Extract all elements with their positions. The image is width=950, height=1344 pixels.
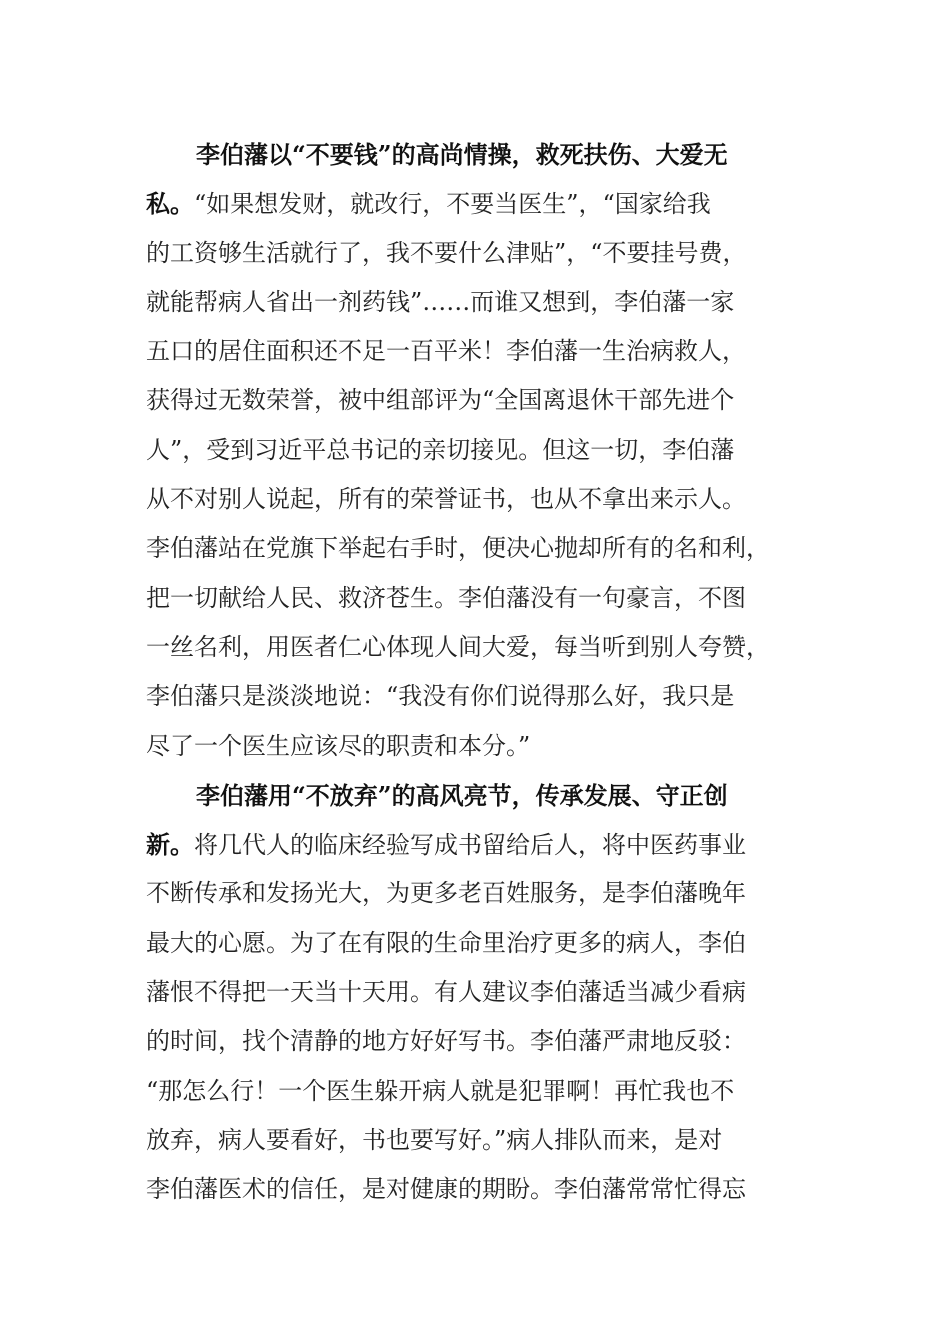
line-text: 放弃，病人要看好，书也要写好。”病人排队而来，是对 [146, 1125, 723, 1154]
line-text: “那怎么行！一个医生躲开病人就是犯罪啊！再忙我也不 [146, 1076, 735, 1105]
paragraph-2-line-6 [146, 1017, 796, 1066]
line-text: 最大的心愿。为了在有限的生命里治疗更多的病人，李伯 [146, 928, 746, 957]
paragraph-1-line-6 [146, 376, 796, 425]
paragraph-1-line-13 [146, 722, 796, 771]
paragraph-2-line-4 [146, 919, 796, 968]
paragraph-1-line-10 [146, 574, 796, 623]
line-text: 一丝名利，用医者仁心体现人间大爱，每当听到别人夸赞， [146, 632, 770, 661]
line-text: 的时间，找个清静的地方好好写书。李伯藩严肃地反驳： [146, 1027, 746, 1056]
paragraph-2-line-1 [146, 771, 796, 820]
line-text: 李伯藩只是淡淡地说：“我没有你们说得那么好，我只是 [146, 682, 735, 711]
paragraph-1-line-8 [146, 475, 796, 524]
bold-heading: 私。 [146, 189, 194, 219]
paragraph-2-line-9 [146, 1165, 796, 1214]
paragraph-1-line-4 [146, 278, 796, 327]
bold-heading: 李伯藩用“不放弃”的高风亮节，传承发展、守正创 [196, 780, 728, 810]
line-text: 藩恨不得把一天当十天用。有人建议李伯藩适当减少看病 [146, 978, 746, 1007]
line-text: 五口的居住面积还不足一百平米！李伯藩一生治病救人， [146, 337, 746, 366]
line-text: 从不对别人说起，所有的荣誉证书，也从不拿出来示人。 [146, 485, 746, 514]
paragraph-2-line-3 [146, 869, 796, 918]
paragraph-1-line-1 [146, 130, 796, 179]
line-text: 就能帮病人省出一剂药钱”……而谁又想到，李伯藩一家 [146, 287, 735, 316]
line-text: 的工资够生活就行了，我不要什么津贴”，“不要挂号费， [146, 238, 747, 267]
paragraph-1-line-2 [146, 179, 796, 228]
paragraph-2-line-5 [146, 968, 796, 1017]
paragraph-1-line-11 [146, 623, 796, 672]
paragraph-1-line-9 [146, 524, 796, 573]
document-body [146, 130, 796, 1215]
line-text: 将几代人的临床经验写成书留给后人，将中医药事业 [194, 831, 746, 860]
paragraph-1-line-3 [146, 229, 796, 278]
bold-heading: 新。 [146, 830, 194, 860]
paragraph-1-line-12 [146, 672, 796, 721]
line-text: 把一切献给人民、救济苍生。李伯藩没有一句豪言，不图 [146, 583, 746, 612]
line-text: 李伯藩医术的信任，是对健康的期盼。李伯藩常常忙得忘 [146, 1175, 746, 1204]
line-text: 人”，受到习近平总书记的亲切接见。但这一切，李伯藩 [146, 435, 735, 464]
bold-heading: 李伯藩以“不要钱”的高尚情操，救死扶伤、大爱无 [196, 140, 728, 169]
paragraph-2-line-8 [146, 1116, 796, 1165]
paragraph-2-line-7 [146, 1067, 796, 1116]
line-text: 李伯藩站在党旗下举起右手时，便决心抛却所有的名和利， [146, 534, 770, 563]
line-text: 获得过无数荣誉，被中组部评为“全国离退休干部先进个 [146, 386, 735, 415]
paragraph-2-line-2 [146, 820, 796, 869]
line-text: 尽了一个医生应该尽的职责和本分。” [146, 731, 531, 760]
paragraph-1-line-7 [146, 426, 796, 475]
line-text: “如果想发财，就改行，不要当医生”，“国家给我 [194, 190, 711, 219]
paragraph-1-line-5 [146, 327, 796, 376]
line-text: 不断传承和发扬光大，为更多老百姓服务，是李伯藩晚年 [146, 879, 746, 908]
